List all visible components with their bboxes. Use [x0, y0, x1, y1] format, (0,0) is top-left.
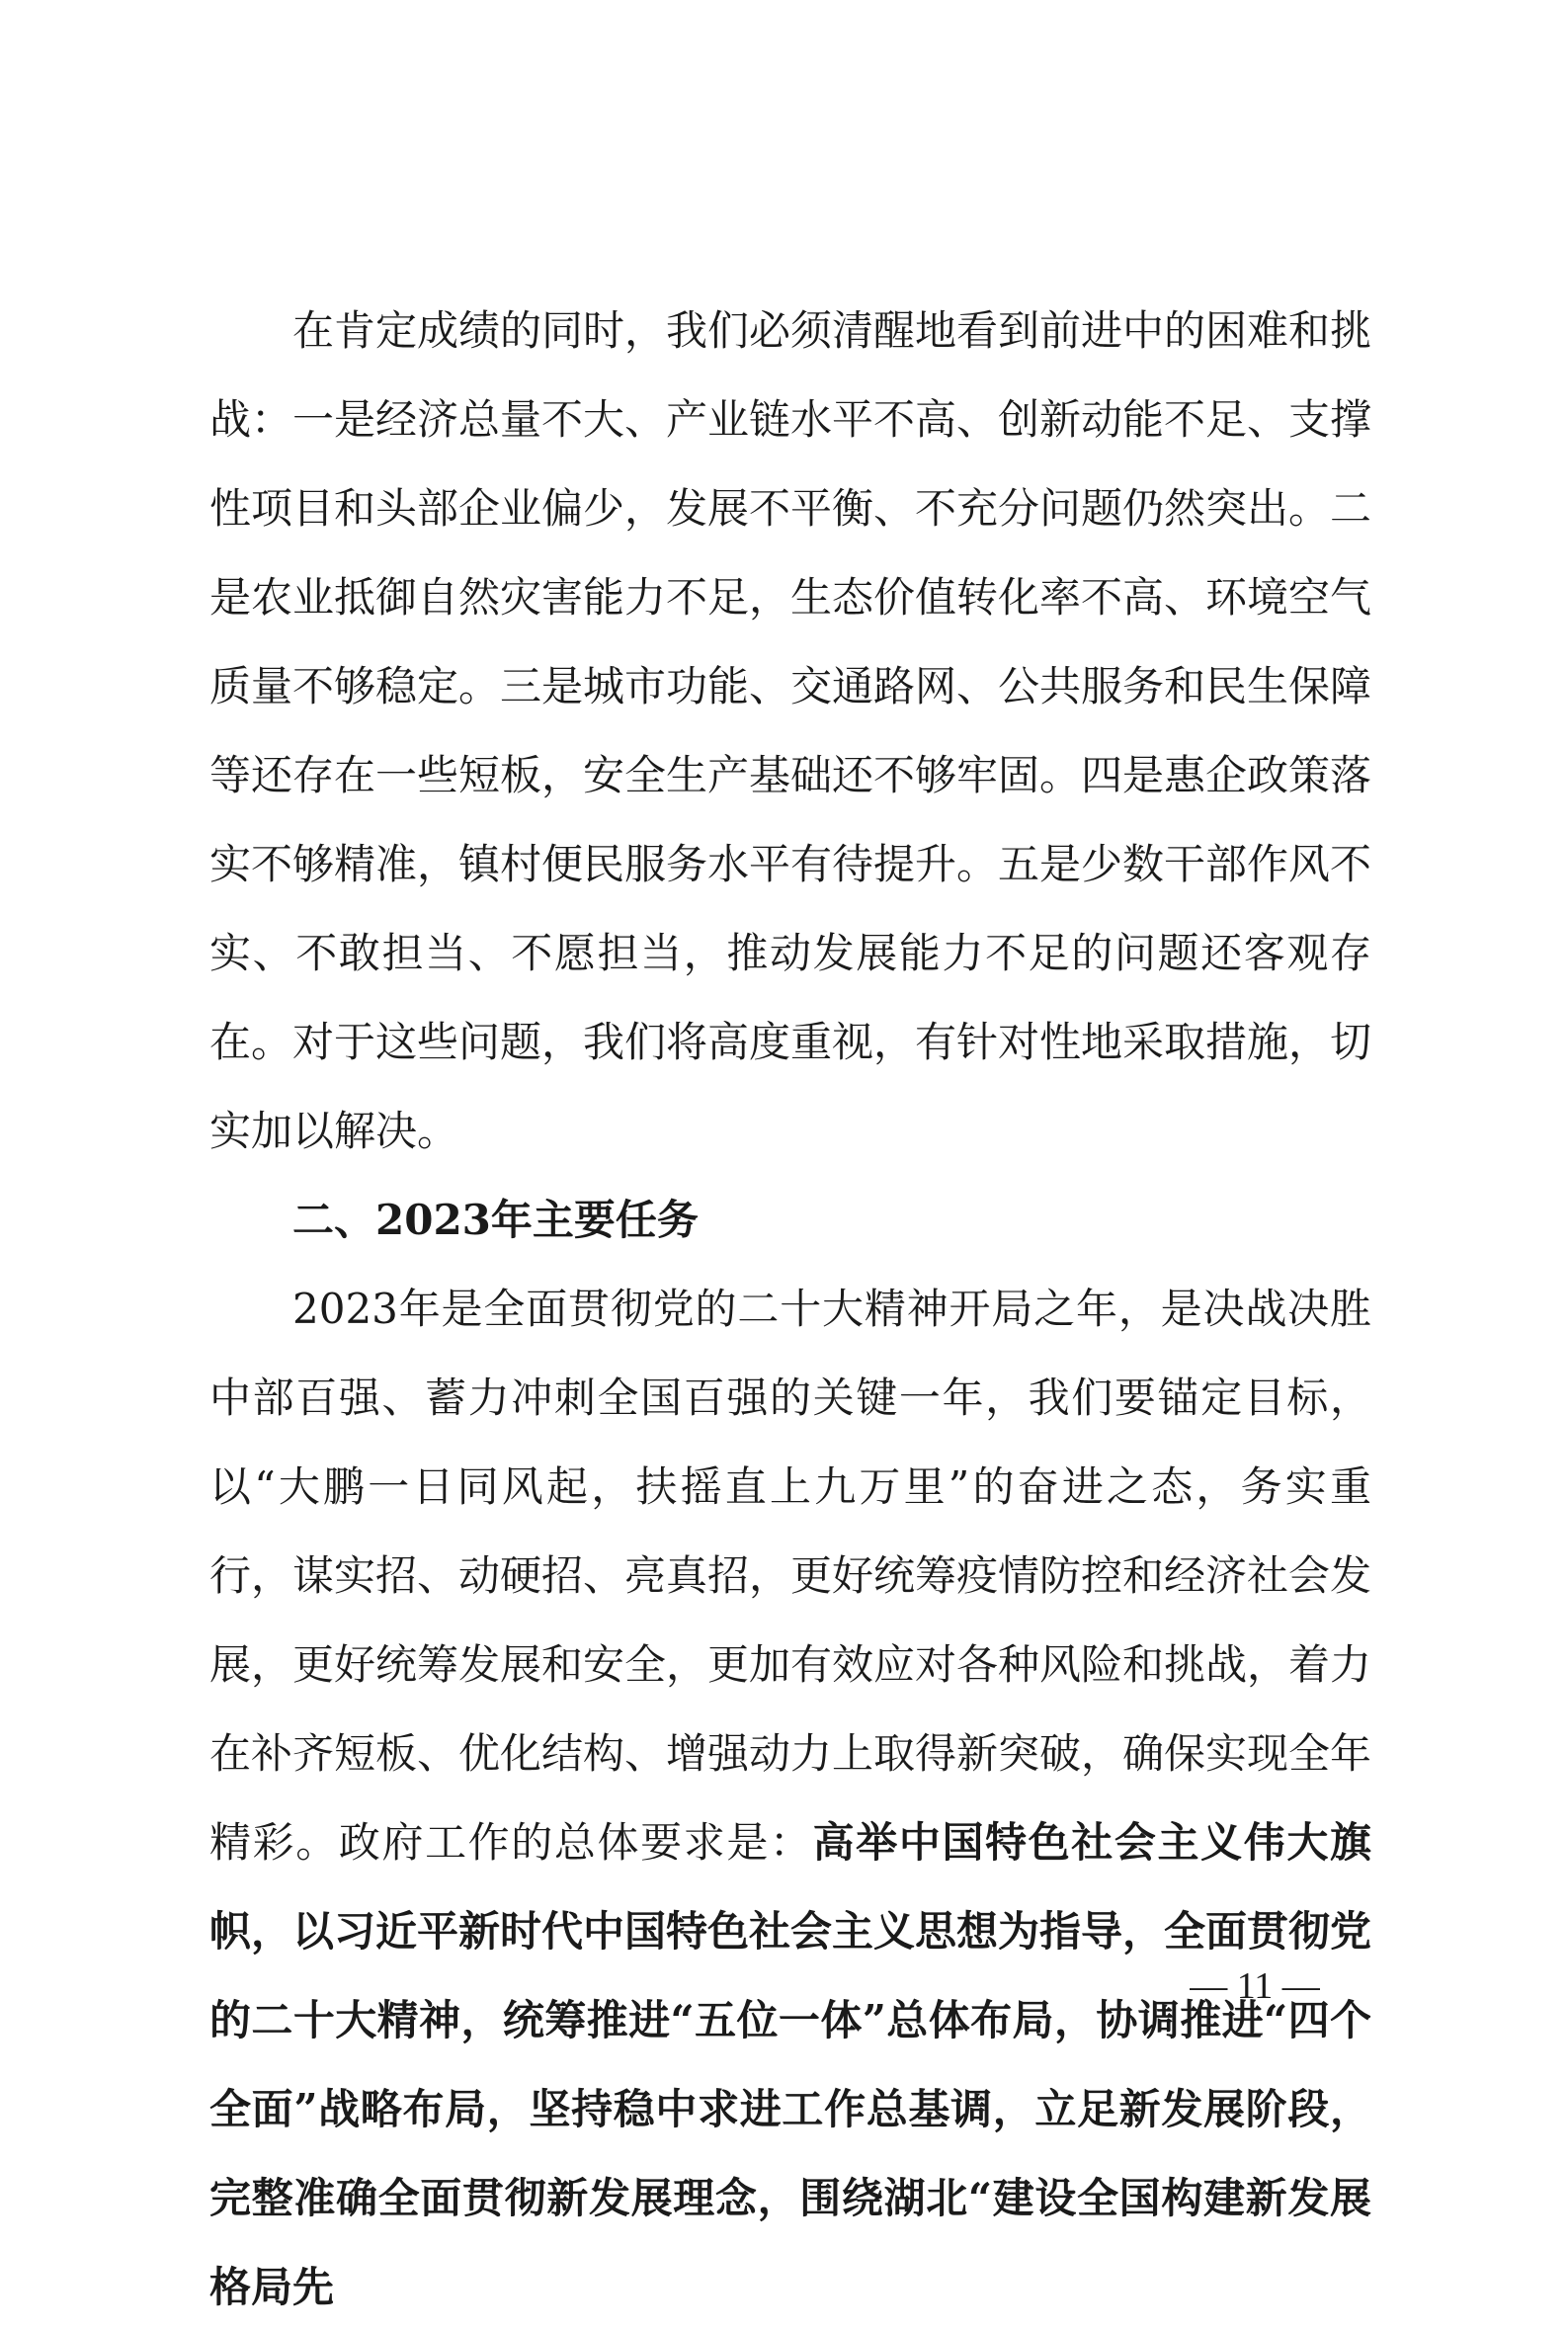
paragraph-challenges: 在肯定成绩的同时，我们必须清醒地看到前进中的困难和挑战：一是经济总量不大、产业链水平不高、创新动能不足、支撑性项目和头部企业偏少，发展不平衡、不充分问题仍然突出。二是农业抵御自然灾害能力不足，生态价值转化率不高、环境空气质量不够稳定。三是城市功能、交通路网、公共服务和民生保障等还存在一些短板，安全生产基础还不够牢固。四是惠企政策落实不够精准，镇村便民服务水平有待提升。五是少数干部作风不实、不敢担当、不愿担当，推动发展能力不足的问题还客观存在。对于这些问题，我们将高度重视，有针对性地采取措施，切实加以解决。 — [209, 306, 1372, 1155]
body-text — [209, 287, 1371, 2332]
paragraph-main-tasks — [209, 1265, 1371, 2332]
paragraph-main-tasks-regular: 2023年是全面贯彻党的二十大精神开局之年，是决战决胜中部百强、蓄力冲刺全国百强的关键一年，我们要锚定目标，以“大鹏一日同风起，扶摇直上九万里”的奋进之态，务实重行，谋实招、动硬招、亮真招，更好统筹疫情防控和经济社会发展，更好统筹发展和安全，更加有效应对各种风险和挑战，着力在补齐短板、优化结构、增强动力上取得新突破，确保实现全年精彩。政府工作的总体要求是： — [209, 1285, 1372, 1867]
paragraph-main-tasks-bold: 高举中国特色社会主义伟大旗帜，以习近平新时代中国特色社会主义思想为指导，全面贯彻党的二十大精神，统筹推进“五位一体”总体布局，协调推进“四个全面”战略布局，坚持稳中求进工作总基调，立足新发展阶段，完整准确全面贯彻新发展理念，围绕湖北“建设全国构建新发展格局先 — [209, 1818, 1372, 2311]
page-number: — 11 — — [1190, 1965, 1320, 2007]
section-heading: 二、2023年主要任务 — [292, 1196, 699, 1244]
